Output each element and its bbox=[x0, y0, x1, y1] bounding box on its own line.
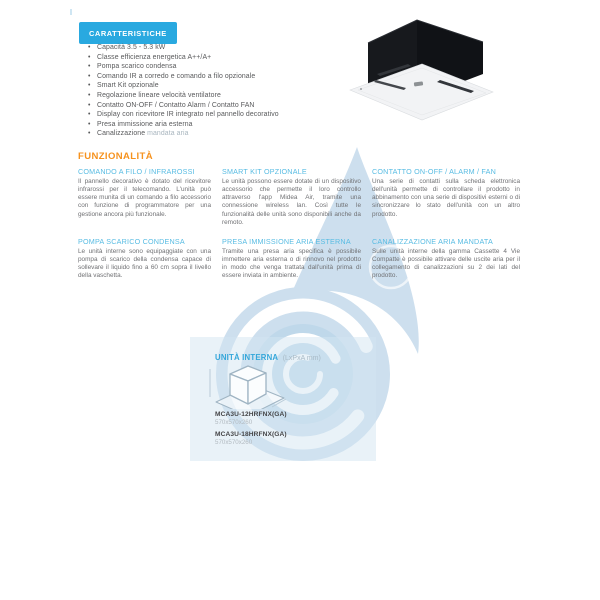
bullet-icon: • bbox=[88, 44, 91, 51]
functionality-sections bbox=[78, 167, 520, 307]
feature-text: Contatto ON-OFF / Contatto Alarm / Contatto FAN bbox=[97, 101, 255, 109]
section-body: Le unità interne sono equipaggiate con una pompa di scarico della condensa capace di sollevare il liquido fino a 60 cm sopra il livello della vaschetta. bbox=[78, 248, 211, 280]
feature-text: Display con ricevitore IR integrato nel pannello decorativo bbox=[97, 111, 279, 119]
characteristics-badge bbox=[79, 22, 177, 44]
bullet-icon: • bbox=[88, 130, 91, 138]
feature-item bbox=[88, 43, 378, 53]
bullet-icon: • bbox=[88, 120, 91, 128]
functionality-section bbox=[222, 237, 361, 307]
functionality-section bbox=[78, 167, 211, 237]
bullet-icon: • bbox=[88, 72, 91, 80]
feature-item bbox=[88, 81, 378, 91]
section-heading: PRESA IMMISSIONE ARIA ESTERNA bbox=[222, 237, 351, 246]
cassette-product-photo bbox=[348, 14, 498, 126]
section-heading: CANALIZZAZIONE ARIA MANDATA bbox=[372, 237, 493, 246]
indoor-unit-panel bbox=[190, 337, 376, 461]
bullet-icon: • bbox=[88, 91, 91, 99]
page-margin-tick bbox=[70, 9, 72, 15]
functionality-section bbox=[372, 237, 520, 307]
section-heading: CONTATTO ON-OFF / ALARM / FAN bbox=[372, 167, 496, 176]
feature-item bbox=[88, 129, 378, 139]
section-heading: POMPA SCARICO CONDENSA bbox=[78, 237, 185, 246]
model-name: MCA3U-12HRFNX(GA) bbox=[215, 411, 287, 418]
feature-item bbox=[88, 91, 378, 101]
model-dimensions: 570x570x260 bbox=[215, 439, 253, 446]
characteristics-badge-label: CARATTERISTICHE bbox=[89, 29, 167, 38]
section-body: Sulle unità interne della gamma Cassette 4 Vie Compatte è possibile attivare delle uscite aria per il collegamento di canalizzazioni su 2 dei lati del prodotto. bbox=[372, 248, 520, 280]
features-list bbox=[88, 43, 378, 139]
model-list bbox=[215, 411, 287, 451]
model-name: MCA3U-18HRFNX(GA) bbox=[215, 431, 287, 438]
functionality-section bbox=[372, 167, 520, 237]
section-heading: COMANDO A FILO / INFRAROSSI bbox=[78, 167, 195, 176]
feature-text: Presa immissione aria esterna bbox=[97, 120, 193, 128]
section-body: Una serie di contatti sulla scheda elettronica dell'unità permette di controllare il prodotto in abbinamento con una serie di dispositivi esterni o di sincronizzare lo stato dell'unità con un altro prodotto. bbox=[372, 178, 520, 218]
functionality-section bbox=[78, 237, 211, 307]
bullet-icon: • bbox=[88, 63, 91, 71]
model-dimensions: 570x570x260 bbox=[215, 419, 253, 426]
feature-text: Classe efficienza energetica A++/A+ bbox=[97, 53, 212, 61]
indoor-unit-dimensions-label: (LxPxA mm) bbox=[282, 355, 321, 362]
feature-item bbox=[88, 110, 378, 120]
bullet-icon: • bbox=[88, 53, 91, 61]
feature-item bbox=[88, 53, 378, 63]
section-body: Il pannello decorativo è dotato del ricevitore infrarossi per il telecomando. L'unità può essere munita di un comando a filo accessorio con funzione di programmatore per una gestione ancora più funzionale. bbox=[78, 178, 211, 218]
section-heading: SMART KIT OPZIONALE bbox=[222, 167, 307, 176]
functionality-title: FUNZIONALITÀ bbox=[78, 151, 153, 162]
feature-item bbox=[88, 62, 378, 72]
indoor-unit-icon bbox=[208, 359, 292, 409]
feature-item bbox=[88, 101, 378, 111]
functionality-section bbox=[222, 167, 361, 237]
feature-text: Capacità 3.5 - 5.3 kW bbox=[97, 44, 166, 51]
feature-item bbox=[88, 120, 378, 130]
feature-text: Canalizzazione bbox=[97, 130, 146, 138]
section-body: Tramite una presa aria specifica è possibile immettere aria esterna o di rinnovo nel prodotto in modo che venga trattata dall'unità prima di essere inviata in ambiente. bbox=[222, 248, 361, 280]
feature-text: Pompa scarico condensa bbox=[97, 63, 177, 71]
bullet-icon: • bbox=[88, 82, 91, 90]
section-body: Le unità possono essere dotate di un dispositivo accessorio che permette il loro controllo attraverso l'app Midea Air, tramite una connessione wireless lan. Così tutte le funzionalità delle unità sono disponibili anche da remoto. bbox=[222, 178, 361, 226]
bullet-icon: • bbox=[88, 111, 91, 119]
indoor-unit-title-text: UNITÀ INTERNA bbox=[215, 353, 279, 362]
bullet-icon: • bbox=[88, 101, 91, 109]
feature-text: Comando IR a corredo e comando a filo opzionale bbox=[97, 72, 256, 80]
feature-item bbox=[88, 72, 378, 82]
feature-text: Regolazione lineare velocità ventilatore bbox=[97, 91, 221, 99]
feature-text-muted: mandata aria bbox=[145, 130, 189, 138]
model-entry bbox=[215, 431, 287, 446]
feature-text: Smart Kit opzionale bbox=[97, 82, 159, 90]
model-entry bbox=[215, 411, 287, 426]
